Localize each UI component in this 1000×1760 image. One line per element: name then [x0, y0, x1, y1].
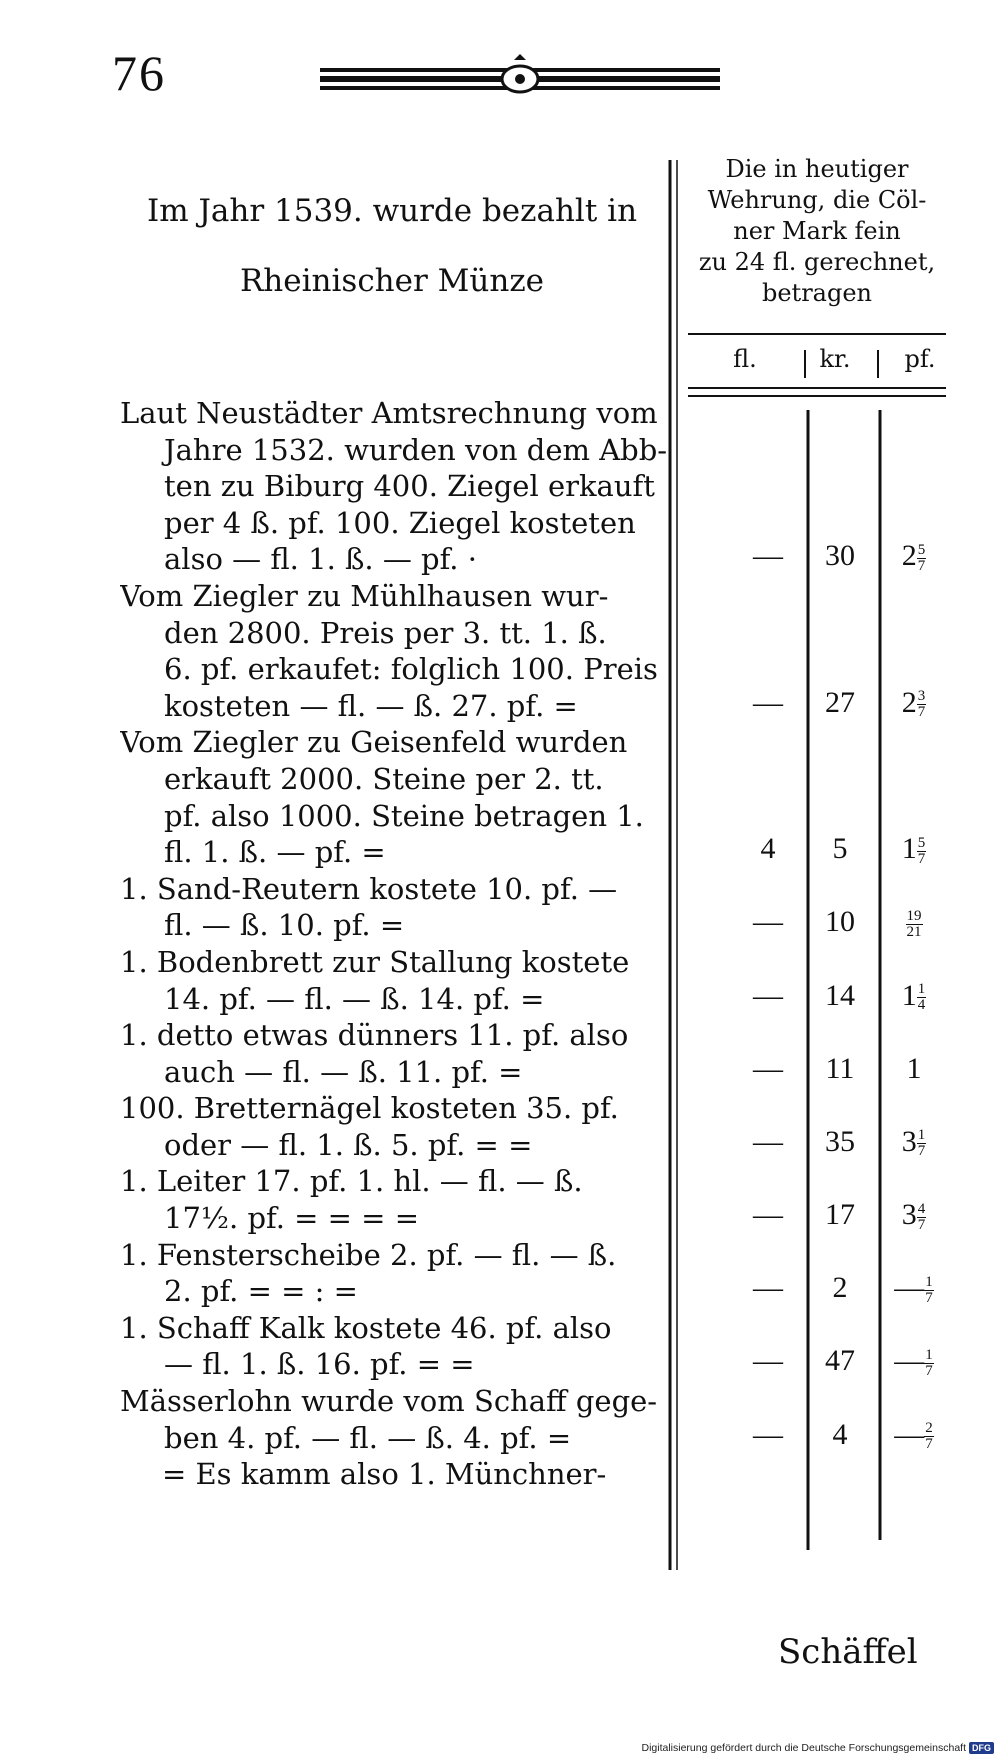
- entry-line: kosteten — fl. — ß. 27. pf. =: [164, 688, 578, 723]
- value-fl: —: [753, 539, 783, 573]
- value-kr: 10: [825, 905, 855, 939]
- entry-line: Vom Ziegler zu Mühlhausen wur-: [120, 578, 609, 613]
- entry-line: 1. Leiter 17. pf. 1. hl. — fl. — ß.: [120, 1164, 583, 1199]
- list-item: [120, 1163, 680, 1236]
- value-fl: —: [753, 1198, 783, 1232]
- value-pf-whole: —: [894, 1271, 925, 1305]
- fraction-numerator: 5: [917, 834, 926, 851]
- value-kr: 4: [832, 1417, 848, 1451]
- value-fl: —: [753, 1417, 783, 1451]
- list-item: [120, 1310, 680, 1383]
- fraction-numerator: 1: [925, 1273, 933, 1290]
- list-item: [120, 395, 680, 578]
- fraction-numerator: 4: [917, 1200, 926, 1217]
- value-pf-whole: 2: [901, 539, 917, 573]
- value-fl: 4: [760, 832, 776, 866]
- column-head-fl: fl.: [733, 345, 757, 373]
- fraction-numerator: 5: [917, 541, 926, 558]
- entry-line: 14. pf. — fl. — ß. 14. pf. =: [164, 981, 545, 1016]
- value-pf-whole: 3: [901, 1198, 917, 1232]
- entry-line: also — fl. 1. ß. — pf. ·: [164, 542, 477, 577]
- value-fl: —: [753, 978, 783, 1012]
- title-left-line: Rheinischer Münze: [239, 263, 545, 299]
- catchword: Schäffel: [778, 1632, 918, 1672]
- title-left-line: Im Jahr 1539. wurde bezahlt in: [146, 193, 638, 229]
- entry-line: 1. Sand-Reutern kostete 10. pf. —: [120, 871, 618, 906]
- value-kr: 2: [832, 1271, 848, 1305]
- value-kr: 35: [825, 1124, 855, 1158]
- list-item: [120, 1237, 680, 1310]
- value-pf-whole: 2: [901, 685, 917, 719]
- value-fl: —: [753, 1051, 783, 1085]
- value-fl: —: [753, 1344, 783, 1378]
- entry-line: 6. pf. erkaufet: folglich 100. Preis: [164, 652, 658, 687]
- fraction-denominator: 7: [925, 1289, 933, 1306]
- list-item: [120, 578, 680, 724]
- entry-line: Jahre 1532. wurden von dem Abb-: [164, 432, 668, 467]
- entry-line: fl. — ß. 10. pf. =: [164, 908, 405, 943]
- list-item: [120, 944, 680, 1017]
- fraction-denominator: 21: [906, 923, 922, 940]
- list-item: [120, 724, 680, 870]
- entry-line: 1. detto etwas dünners 11. pf. also: [120, 1018, 629, 1053]
- entry-line: pf. also 1000. Steine betragen 1.: [164, 798, 644, 833]
- list-item: [120, 1090, 680, 1163]
- entry-line: auch — fl. — ß. 11. pf. =: [164, 1054, 523, 1089]
- value-fl: —: [753, 905, 783, 939]
- value-fl: —: [753, 1271, 783, 1305]
- fraction-numerator: 2: [925, 1420, 933, 1437]
- fraction-denominator: 7: [917, 1216, 926, 1233]
- value-kr: 17: [825, 1198, 855, 1232]
- fraction-numerator: 1: [925, 1347, 933, 1364]
- fraction-numerator: 3: [917, 688, 926, 705]
- title-right-line: Wehrung, die Cöl-: [707, 186, 927, 214]
- entry-line: 17½. pf. = = = =: [164, 1201, 419, 1236]
- fraction-denominator: 7: [917, 704, 926, 721]
- fraction-denominator: 7: [917, 1143, 926, 1160]
- title-right-line: betragen: [761, 279, 872, 307]
- value-pf-whole: 3: [901, 1124, 917, 1158]
- column-head-kr: kr.: [819, 345, 851, 373]
- entry-line: — fl. 1. ß. 16. pf. = =: [164, 1347, 475, 1382]
- entry-line: 100. Bretternägel kosteten 35. pf.: [120, 1091, 619, 1126]
- footer-credit: [641, 1742, 994, 1754]
- value-kr: 47: [825, 1344, 855, 1378]
- fraction-numerator: 19: [906, 907, 922, 924]
- fraction-numerator: 1: [917, 981, 926, 998]
- fraction-denominator: 4: [917, 997, 926, 1014]
- value-pf-whole: 1: [901, 978, 917, 1012]
- entries-list: [120, 395, 680, 1493]
- entry-line: ten zu Biburg 400. Ziegel erkauft: [164, 469, 655, 504]
- dfg-logo: DFG: [969, 1742, 994, 1754]
- fraction-numerator: 1: [917, 1127, 926, 1144]
- entry-line: 1. Bodenbrett zur Stallung kostete: [120, 944, 630, 979]
- list-item: [120, 1017, 680, 1090]
- entry-line: ben 4. pf. — fl. — ß. 4. pf. =: [164, 1420, 572, 1455]
- title-right-line: Die in heutiger: [725, 155, 909, 183]
- value-pf-whole: —: [894, 1417, 925, 1451]
- column-head-pf: pf.: [904, 345, 936, 373]
- fraction-denominator: 7: [917, 557, 926, 574]
- fraction-denominator: 7: [925, 1363, 933, 1380]
- title-right-line: ner Mark fein: [733, 217, 901, 245]
- value-kr: 5: [832, 832, 848, 866]
- list-item: [120, 1383, 680, 1456]
- entry-line: 2. pf. = = : =: [164, 1274, 358, 1309]
- list-item: [120, 871, 680, 944]
- entry-line: den 2800. Preis per 3. tt. 1. ß.: [164, 615, 607, 650]
- value-pf-whole: 1: [901, 832, 917, 866]
- fraction-denominator: 7: [925, 1436, 933, 1453]
- value-fl: —: [753, 685, 783, 719]
- value-pf-whole: 1: [906, 1051, 922, 1085]
- value-fl: —: [753, 1124, 783, 1158]
- value-kr: 30: [825, 539, 855, 573]
- value-pf-whole: —: [894, 1344, 925, 1378]
- entry-line: fl. 1. ß. — pf. =: [164, 835, 386, 870]
- entry-line: 1. Schaff Kalk kostete 46. pf. also: [120, 1310, 612, 1345]
- entry-line: per 4 ß. pf. 100. Ziegel kosteten: [164, 505, 636, 540]
- value-kr: 14: [825, 978, 855, 1012]
- entry-line: 1. Fensterscheibe 2. pf. — fl. — ß.: [120, 1237, 617, 1272]
- entry-line: Vom Ziegler zu Geisenfeld wurden: [120, 725, 628, 760]
- fraction-denominator: 7: [917, 850, 926, 867]
- entry-line: erkauft 2000. Steine per 2. tt.: [164, 761, 604, 796]
- entry-line: = Es kamm also 1. Münchner-: [162, 1457, 607, 1492]
- entry-line: oder — fl. 1. ß. 5. pf. = =: [164, 1127, 533, 1162]
- page-number: 76: [112, 45, 166, 101]
- title-right-line: zu 24 fl. gerechnet,: [698, 248, 936, 276]
- list-item: [120, 1456, 680, 1493]
- entry-line: Laut Neustädter Amtsrechnung vom: [120, 396, 658, 430]
- value-kr: 11: [825, 1051, 855, 1085]
- footer-text: Digitalisierung gefördert durch die Deutsche Forschungsgemeinschaft: [641, 1742, 966, 1754]
- value-kr: 27: [825, 685, 855, 719]
- entry-line: Mässerlohn wurde vom Schaff gege-: [120, 1384, 658, 1419]
